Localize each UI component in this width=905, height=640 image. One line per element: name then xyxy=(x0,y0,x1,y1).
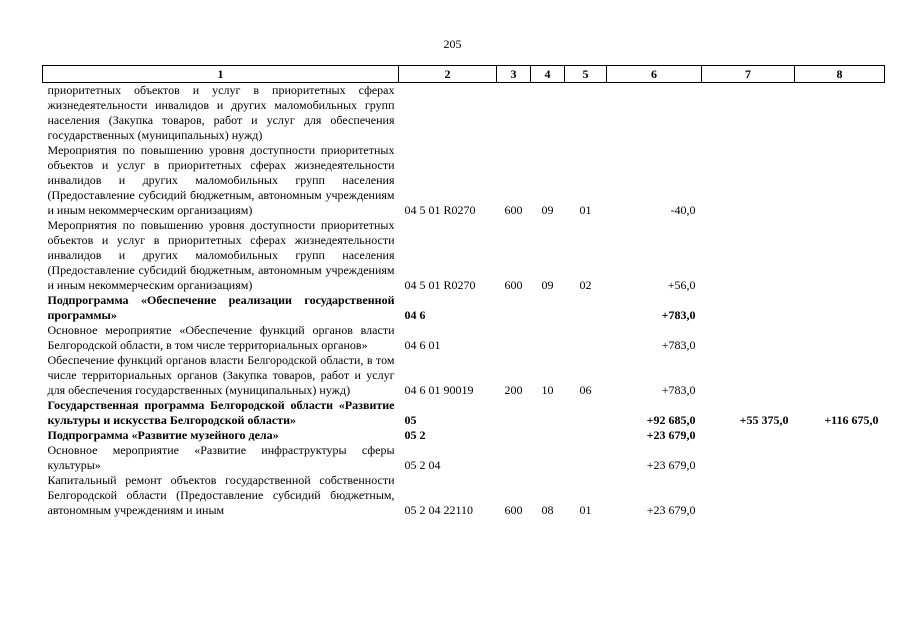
row-col3 xyxy=(497,443,531,473)
column-header-5: 5 xyxy=(565,66,607,83)
row-col4: 09 xyxy=(541,278,554,292)
row-col5 xyxy=(565,293,607,323)
row-col4: 09 xyxy=(541,203,554,217)
row-col5 xyxy=(565,398,607,428)
row-name: Капитальный ремонт объектов государственной собственности Белгородской области (Предоставление субсидий бюджетным, автономным учреждениям и иным xyxy=(47,473,395,517)
column-header-2: 2 xyxy=(399,66,497,83)
table-row xyxy=(43,83,885,144)
row-code: 05 2 xyxy=(404,428,426,442)
header-row xyxy=(43,66,885,83)
row-col6: +23 679,0 xyxy=(646,428,696,442)
row-col4 xyxy=(531,443,565,473)
table-row xyxy=(43,473,885,518)
row-col8 xyxy=(795,83,885,144)
row-name: Основное мероприятие «Развитие инфраструктуры сферы культуры» xyxy=(47,443,395,472)
row-col4 xyxy=(531,323,565,353)
row-col6: +783,0 xyxy=(661,338,696,352)
row-col7 xyxy=(702,218,795,293)
column-header-1: 1 xyxy=(43,66,399,83)
row-name: Обеспечение функций органов власти Белгородской области, в том числе территориальных органов (Закупка товаров, работ и услуг для обеспечения государственных (муниципальных) нужд) xyxy=(47,353,395,397)
row-col5: 06 xyxy=(579,383,592,397)
table-row xyxy=(43,218,885,293)
table-row xyxy=(43,353,885,398)
row-name: Государственная программа Белгородской области «Развитие культуры и искусства Белгородской области» xyxy=(47,398,395,427)
row-code: 04 5 01 R0270 xyxy=(404,278,476,292)
row-col6 xyxy=(607,83,702,144)
row-col8 xyxy=(795,218,885,293)
row-name: Основное мероприятие «Обеспечение функций органов власти Белгородской области, в том числе территориальных органов» xyxy=(47,323,395,352)
row-col6: +56,0 xyxy=(667,278,696,292)
row-col3 xyxy=(497,398,531,428)
row-code xyxy=(399,83,497,144)
row-col7 xyxy=(702,473,795,518)
column-header-4: 4 xyxy=(531,66,565,83)
row-col8 xyxy=(795,443,885,473)
row-name: Подпрограмма «Обеспечение реализации государственной программы» xyxy=(47,293,395,322)
row-code: 04 6 01 xyxy=(404,338,441,352)
row-col5 xyxy=(565,323,607,353)
row-code: 04 6 xyxy=(404,308,426,322)
row-col4 xyxy=(531,398,565,428)
row-col6: +92 685,0 xyxy=(646,413,696,427)
row-col4 xyxy=(531,83,565,144)
row-col7: +55 375,0 xyxy=(739,413,789,427)
row-col3 xyxy=(497,83,531,144)
column-header-8: 8 xyxy=(795,66,885,83)
row-col7 xyxy=(702,293,795,323)
row-col7 xyxy=(702,83,795,144)
row-col3: 600 xyxy=(504,278,523,292)
row-col8: +116 675,0 xyxy=(824,413,879,427)
table-row xyxy=(43,428,885,443)
table-row xyxy=(43,398,885,428)
row-col6: -40,0 xyxy=(670,203,696,217)
row-col6: +23 679,0 xyxy=(646,503,696,517)
row-code: 04 5 01 R0270 xyxy=(404,203,476,217)
row-col4: 10 xyxy=(541,383,554,397)
row-col5 xyxy=(565,443,607,473)
row-code: 04 6 01 90019 xyxy=(404,383,474,397)
row-col7 xyxy=(702,353,795,398)
column-header-3: 3 xyxy=(497,66,531,83)
budget-table xyxy=(42,65,885,518)
row-col3: 600 xyxy=(504,203,523,217)
row-col7 xyxy=(702,143,795,218)
row-col8 xyxy=(795,473,885,518)
row-col7 xyxy=(702,443,795,473)
row-col7 xyxy=(702,323,795,353)
row-col4 xyxy=(531,293,565,323)
row-code: 05 2 04 22110 xyxy=(404,503,474,517)
row-name: Мероприятия по повышению уровня доступности приоритетных объектов и услуг в приоритетных сферах жизнедеятельности инвалидов и других маломобильных групп населения (Предоставление субсидий бюджетным, автономным учреждениям и иным некоммерческим организациям) xyxy=(47,218,395,292)
row-col5 xyxy=(565,83,607,144)
column-header-6: 6 xyxy=(607,66,702,83)
column-header-7: 7 xyxy=(702,66,795,83)
row-col3 xyxy=(497,293,531,323)
row-col8 xyxy=(795,428,885,443)
table-row xyxy=(43,443,885,473)
row-col3: 600 xyxy=(504,503,523,517)
row-col5: 02 xyxy=(579,278,592,292)
row-name: Подпрограмма «Развитие музейного дела» xyxy=(47,428,279,442)
row-col6: +783,0 xyxy=(661,308,696,322)
row-col4: 08 xyxy=(541,503,554,517)
table-row xyxy=(43,143,885,218)
row-col6: +23 679,0 xyxy=(646,458,696,472)
row-col8 xyxy=(795,293,885,323)
row-col5: 01 xyxy=(579,503,592,517)
row-code: 05 xyxy=(404,413,417,427)
row-col8 xyxy=(795,323,885,353)
row-col8 xyxy=(795,353,885,398)
page-number: 205 xyxy=(443,37,462,51)
row-col3 xyxy=(497,323,531,353)
row-name: Мероприятия по повышению уровня доступности приоритетных объектов и услуг в приоритетных сферах жизнедеятельности инвалидов и других маломобильных групп населения (Предоставление субсидий бюджетным, автономным учреждениям и иным некоммерческим организациям) xyxy=(47,143,395,217)
row-col3: 200 xyxy=(504,383,523,397)
row-col5: 01 xyxy=(579,203,592,217)
row-col5 xyxy=(565,428,607,443)
table-row xyxy=(43,293,885,323)
table-row xyxy=(43,323,885,353)
row-col4 xyxy=(531,428,565,443)
row-col7 xyxy=(702,428,795,443)
row-col6: +783,0 xyxy=(661,383,696,397)
row-code: 05 2 04 xyxy=(404,458,441,472)
row-name: приоритетных объектов и услуг в приоритетных сферах жизнедеятельности инвалидов и других маломобильных групп населения (Закупка товаров, работ и услуг для обеспечения государственных (муниципальных) нужд) xyxy=(47,83,395,142)
row-col3 xyxy=(497,428,531,443)
row-col8 xyxy=(795,143,885,218)
